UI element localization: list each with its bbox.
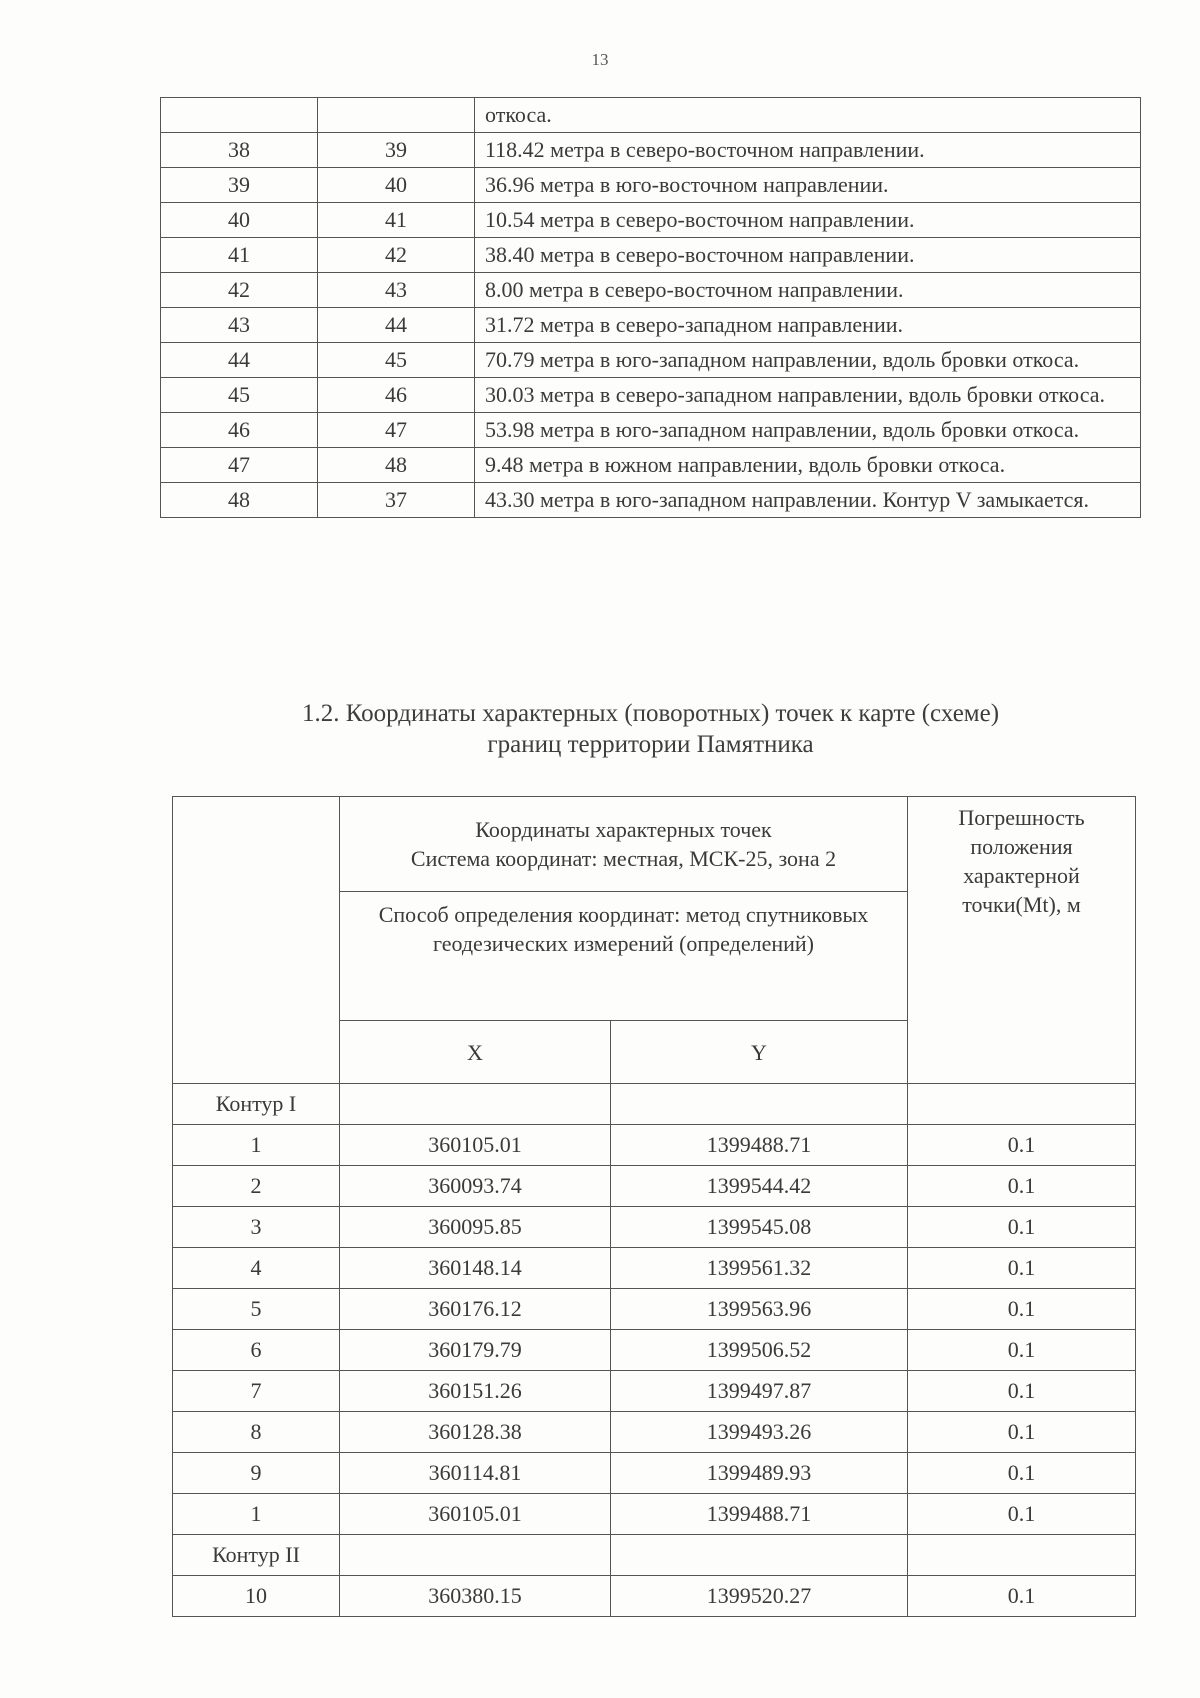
segment-description: 8.00 метра в северо-восточном направлении. (475, 273, 1141, 308)
y-coordinate: 1399563.96 (611, 1289, 908, 1330)
table-row (173, 1576, 1136, 1617)
segment-description: 118.42 метра в северо-восточном направлении. (475, 133, 1141, 168)
point-number: 1 (173, 1125, 340, 1166)
from-point: 42 (161, 273, 318, 308)
y-coordinate: 1399545.08 (611, 1207, 908, 1248)
coordinates-table (172, 796, 1136, 1617)
header-row-1 (173, 797, 1136, 892)
error-value: 0.1 (908, 1453, 1136, 1494)
y-coordinate: 1399489.93 (611, 1453, 908, 1494)
table-row (173, 1166, 1136, 1207)
table-row (173, 1494, 1136, 1535)
header-coordinate-system (340, 797, 908, 892)
table-row (161, 98, 1141, 133)
point-number: 8 (173, 1412, 340, 1453)
x-coordinate: 360114.81 (340, 1453, 611, 1494)
table-row (173, 1207, 1136, 1248)
table-row (173, 1371, 1136, 1412)
contour-label: Контур I (173, 1084, 340, 1125)
y-coordinate: 1399493.26 (611, 1412, 908, 1453)
from-point: 40 (161, 203, 318, 238)
to-point: 37 (318, 483, 475, 518)
segment-description: 30.03 метра в северо-западном направлении, вдоль бровки откоса. (475, 378, 1141, 413)
y-coordinate: 1399506.52 (611, 1330, 908, 1371)
error-value: 0.1 (908, 1166, 1136, 1207)
table-row (173, 1125, 1136, 1166)
error-value: 0.1 (908, 1248, 1136, 1289)
from-point: 46 (161, 413, 318, 448)
table-row (161, 168, 1141, 203)
section-title-line-2: границ территории Памятника (487, 731, 814, 758)
to-point: 44 (318, 308, 475, 343)
y-coordinate: 1399544.42 (611, 1166, 908, 1207)
section-title-line-1: 1.2. Координаты характерных (поворотных) точек к карте (схеме) (301, 700, 1000, 727)
point-number: 3 (173, 1207, 340, 1248)
contour-row (173, 1535, 1136, 1576)
page-number: 13 (591, 50, 609, 69)
to-point: 48 (318, 448, 475, 483)
from-point: 47 (161, 448, 318, 483)
x-coordinate: 360380.15 (340, 1576, 611, 1617)
table-row (173, 1330, 1136, 1371)
x-coordinate: 360095.85 (340, 1207, 611, 1248)
header-x: X (340, 1021, 611, 1084)
to-point: 43 (318, 273, 475, 308)
to-point: 47 (318, 413, 475, 448)
header-empty-cell (173, 797, 340, 1084)
point-number: 4 (173, 1248, 340, 1289)
from-point: 43 (161, 308, 318, 343)
table-row (173, 1289, 1136, 1330)
point-number: 2 (173, 1166, 340, 1207)
from-point: 39 (161, 168, 318, 203)
from-point: 45 (161, 378, 318, 413)
table-row (161, 308, 1141, 343)
header-method: Способ определения координат: метод спутниковых геодезических измерений (определений) (340, 892, 908, 1021)
contour-label: Контур II (173, 1535, 340, 1576)
segment-description: 70.79 метра в юго-западном направлении, вдоль бровки откоса. (475, 343, 1141, 378)
y-coordinate: 1399561.32 (611, 1248, 908, 1289)
segment-description: 10.54 метра в северо-восточном направлении. (475, 203, 1141, 238)
to-point: 40 (318, 168, 475, 203)
contour-row (173, 1084, 1136, 1125)
empty-cell (611, 1535, 908, 1576)
error-value: 0.1 (908, 1576, 1136, 1617)
x-coordinate: 360176.12 (340, 1289, 611, 1330)
from-point: 48 (161, 483, 318, 518)
point-number: 1 (173, 1494, 340, 1535)
table-row (161, 273, 1141, 308)
y-coordinate: 1399488.71 (611, 1125, 908, 1166)
table-row (161, 133, 1141, 168)
from-point: 38 (161, 133, 318, 168)
segment-description: 9.48 метра в южном направлении, вдоль бровки откоса. (475, 448, 1141, 483)
table-row (161, 203, 1141, 238)
empty-cell (908, 1535, 1136, 1576)
to-point: 39 (318, 133, 475, 168)
table-row (161, 378, 1141, 413)
table-row (161, 413, 1141, 448)
table-row (161, 343, 1141, 378)
table-row (161, 448, 1141, 483)
table-row (173, 1412, 1136, 1453)
header-system-line-1: Координаты характерных точек (475, 817, 772, 842)
x-coordinate: 360128.38 (340, 1412, 611, 1453)
segment-description: 31.72 метра в северо-западном направлении. (475, 308, 1141, 343)
point-number: 6 (173, 1330, 340, 1371)
to-point: 42 (318, 238, 475, 273)
y-coordinate: 1399488.71 (611, 1494, 908, 1535)
segment-description: 38.40 метра в северо-восточном направлении. (475, 238, 1141, 273)
error-value: 0.1 (908, 1494, 1136, 1535)
to-point: 46 (318, 378, 475, 413)
x-coordinate: 360148.14 (340, 1248, 611, 1289)
header-system-line-2: Система координат: местная, МСК-25, зона 2 (410, 846, 837, 871)
x-coordinate: 360179.79 (340, 1330, 611, 1371)
x-coordinate: 360151.26 (340, 1371, 611, 1412)
y-coordinate: 1399520.27 (611, 1576, 908, 1617)
header-y: Y (611, 1021, 908, 1084)
segment-description: 53.98 метра в юго-западном направлении, вдоль бровки откоса. (475, 413, 1141, 448)
error-value: 0.1 (908, 1412, 1136, 1453)
boundary-description-table (160, 97, 1141, 518)
error-value: 0.1 (908, 1371, 1136, 1412)
table-row (161, 238, 1141, 273)
x-coordinate: 360105.01 (340, 1125, 611, 1166)
x-coordinate: 360105.01 (340, 1494, 611, 1535)
point-number: 10 (173, 1576, 340, 1617)
empty-cell (611, 1084, 908, 1125)
y-coordinate: 1399497.87 (611, 1371, 908, 1412)
error-value: 0.1 (908, 1330, 1136, 1371)
table-row (173, 1453, 1136, 1494)
segment-description: 36.96 метра в юго-восточном направлении. (475, 168, 1141, 203)
from-point (161, 98, 318, 133)
to-point: 45 (318, 343, 475, 378)
point-number: 5 (173, 1289, 340, 1330)
segment-description: откоса. (475, 98, 1141, 133)
x-coordinate: 360093.74 (340, 1166, 611, 1207)
segment-description: 43.30 метра в юго-западном направлении. Контур V замыкается. (475, 483, 1141, 518)
error-value: 0.1 (908, 1289, 1136, 1330)
point-number: 9 (173, 1453, 340, 1494)
empty-cell (340, 1084, 611, 1125)
section-title (160, 698, 1141, 760)
table-row (173, 1248, 1136, 1289)
to-point: 41 (318, 203, 475, 238)
error-value: 0.1 (908, 1125, 1136, 1166)
to-point (318, 98, 475, 133)
error-value: 0.1 (908, 1207, 1136, 1248)
empty-cell (340, 1535, 611, 1576)
from-point: 44 (161, 343, 318, 378)
from-point: 41 (161, 238, 318, 273)
table-row (161, 483, 1141, 518)
empty-cell (908, 1084, 1136, 1125)
header-error: Погрешность положения характерной точки(Mt), м (908, 797, 1136, 1084)
point-number: 7 (173, 1371, 340, 1412)
